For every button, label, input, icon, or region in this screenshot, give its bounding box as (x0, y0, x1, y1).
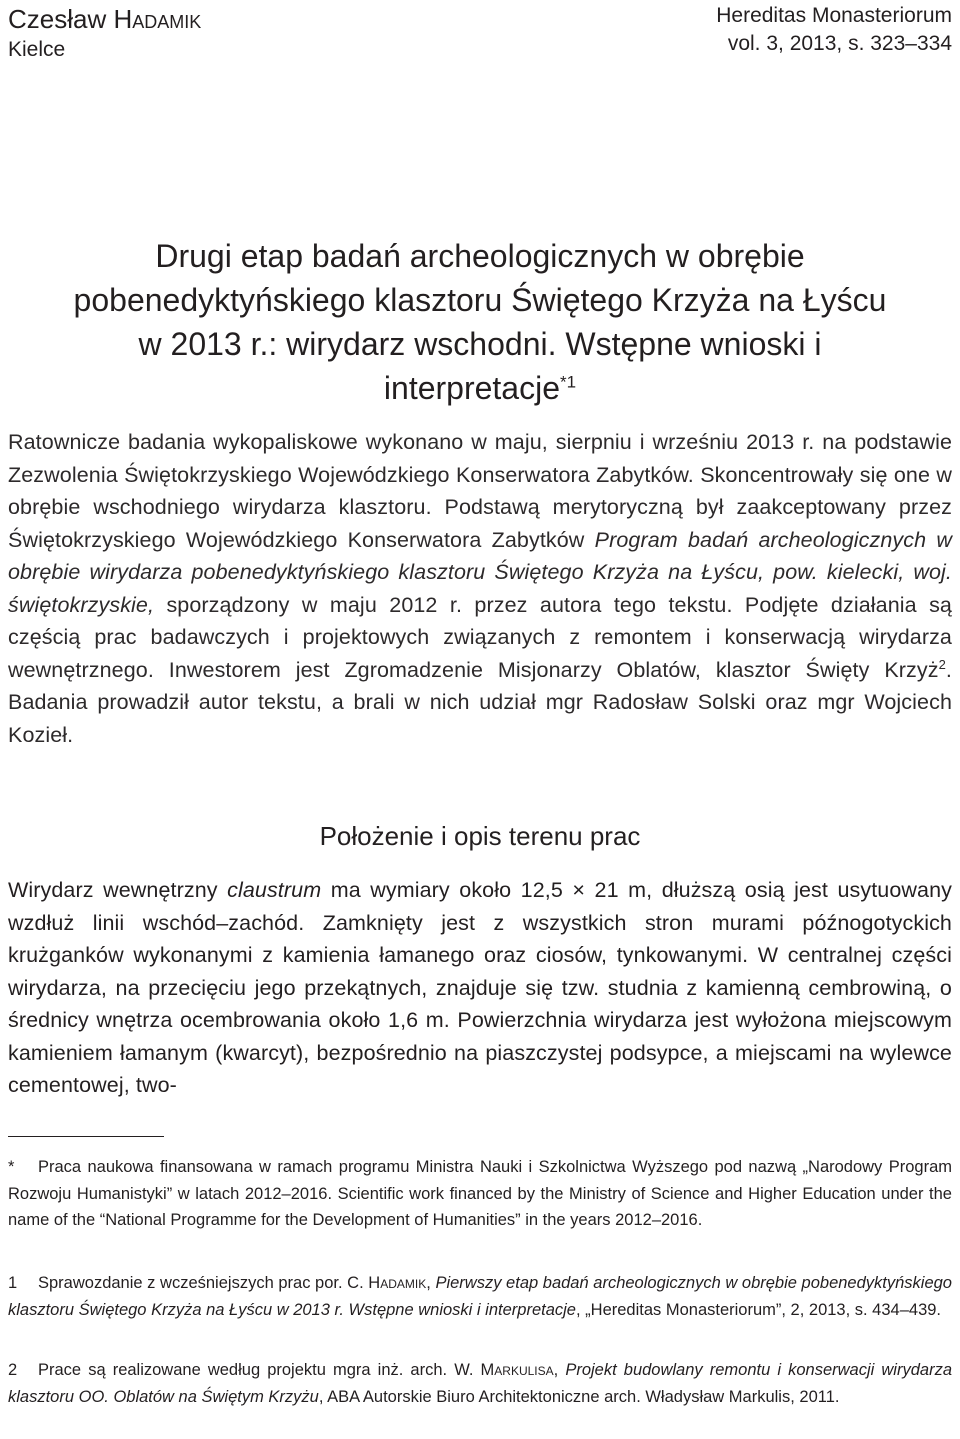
intro-text-end: . Badania prowadził autor tekstu, a brali w nich udział mgr Radosław Solski oraz mgr Wojciech Kozieł. (8, 657, 952, 747)
footnote-1-marker: 1 (8, 1274, 18, 1292)
footnote-2-author: Markulisa (480, 1361, 554, 1379)
footnote-divider (8, 1136, 164, 1137)
footnote-star-text: Praca naukowa finansowana w ramach programu Ministra Nauki i Szkolnictwa Wyższego pod nazwą „Narodowy Program Rozwoju Humanistyki” w latach 2012–2016. Scientific work financed by the Ministry of Science and Higher Education under the name of the “National Programme for the Development of Humanities” in the years 2012–2016. (8, 1158, 952, 1229)
footnote-2-pre: Prace są realizowane według projektu mgra inż. arch. W. (38, 1361, 481, 1379)
section-paragraph (8, 874, 952, 1102)
journal-name: Hereditas Monasteriorum (716, 4, 952, 27)
title-line-1: Drugi etap badań archeologicznych w obrębie (155, 238, 805, 274)
footnote-star (8, 1154, 952, 1234)
footnote-1-sep: , (426, 1274, 436, 1292)
footnote-ref-2: 2 (938, 656, 946, 672)
author-last-name: Hadamik (113, 4, 202, 34)
program-title-italic: Program badań archeologicznych w obrębie wirydarza pobenedyktyńskiego klasztoru Świętego Krzyża na Łyścu, pow. kielecki, woj. świętokrzyskie, (8, 527, 952, 617)
footnote-1 (8, 1270, 952, 1323)
intro-paragraph (8, 426, 952, 751)
footnote-1-author: Hadamik (368, 1274, 427, 1292)
footnote-2-sep: , (553, 1361, 566, 1379)
footnote-1-title: Pierwszy etap badań archeologicznych w obrębie pobenedyktyńskiego klasztoru Świętego Krzyża na Łyścu w 2013 r. Wstępne wnioski i interpretacje (8, 1274, 952, 1319)
journal-volume-pages: vol. 3, 2013, s. 323–334 (727, 32, 952, 55)
claustrum-italic: claustrum (227, 878, 322, 902)
footnote-2-marker: 2 (8, 1361, 18, 1379)
footnote-1-tail: , „Hereditas Monasteriorum”, 2, 2013, s. 434–439. (575, 1300, 942, 1319)
footnote-2-tail: , ABA Autorskie Biuro Architektoniczne arch. Władysław Markulis, 2011. (318, 1387, 840, 1406)
intro-text-start: Ratownicze badania wykopaliskowe wykonano w maju, sierpniu i wrześniu 2013 r. na podstawie Zezwolenia Świętokrzyskiego Wojewódzkiego Konserwatora Zabytków. Skoncentrowały się one w obrębie wschodniego wirydarza klasztoru. Podstawą merytoryczną był zaakceptowany przez Świętokrzyskiego Wojewódzkiego Konserwatora Zabytków (8, 430, 952, 552)
journal-info (716, 2, 952, 58)
title-footnote-marker: *1 (560, 372, 577, 392)
article-title (40, 234, 920, 410)
section-heading: Położenie i opis terenu prac (319, 821, 641, 851)
title-line-2: pobenedyktyńskiego klasztoru Świętego Krzyża na Łyścu (73, 282, 887, 318)
author-affiliation: Kielce (8, 38, 66, 61)
section-text-rest: ma wymiary około 12,5 × 21 m, dłuższą osią jest usytuowany wzdłuż linii wschód–zachód. Zamknięty jest z wszystkich stron murami późnogotyckich krużganków wykonanymi z kamienia łamanego oraz ciosów, tynkowanymi. W centralnej części wirydarza, na przecięciu jego przekątnych, znajduje się tzw. studnia z kamienną cembrowiną, o średnicy wnętrza ocembrowania około 1,6 m. Powierzchnia wirydarza jest wyłożona miejscowym kamieniem łamanym (kwarcyt), bezpośrednio na piaszczystej podsypce, a miejscami na wylewce cementowej, two- (8, 878, 953, 1097)
section-text-start: Wirydarz wewnętrzny (8, 878, 228, 902)
footnote-1-pre: Sprawozdanie z wcześniejszych prac por. C. (38, 1274, 369, 1292)
footnote-2-title: Projekt budowlany remontu i konserwacji wirydarza klasztoru OO. Oblatów na Świętym Krzyżu (8, 1361, 952, 1406)
intro-text-middle: sporządzony w maju 2012 r. przez autora tego tekstu. Podjęte działania są częścią prac badawczych i projektowych związanych z remontem i konserwacją wirydarza wewnętrznego. Inwestorem jest Zgromadzenie Misjonarzy Oblatów, klasztor Święty Krzyż (8, 592, 952, 682)
author-name (8, 2, 201, 36)
author-first-name: Czesław (8, 4, 107, 34)
title-line-3: w 2013 r.: wirydarz wschodni. Wstępne wnioski i interpretacje (138, 326, 822, 406)
footnote-2 (8, 1357, 952, 1410)
footnote-star-marker: * (8, 1158, 15, 1176)
